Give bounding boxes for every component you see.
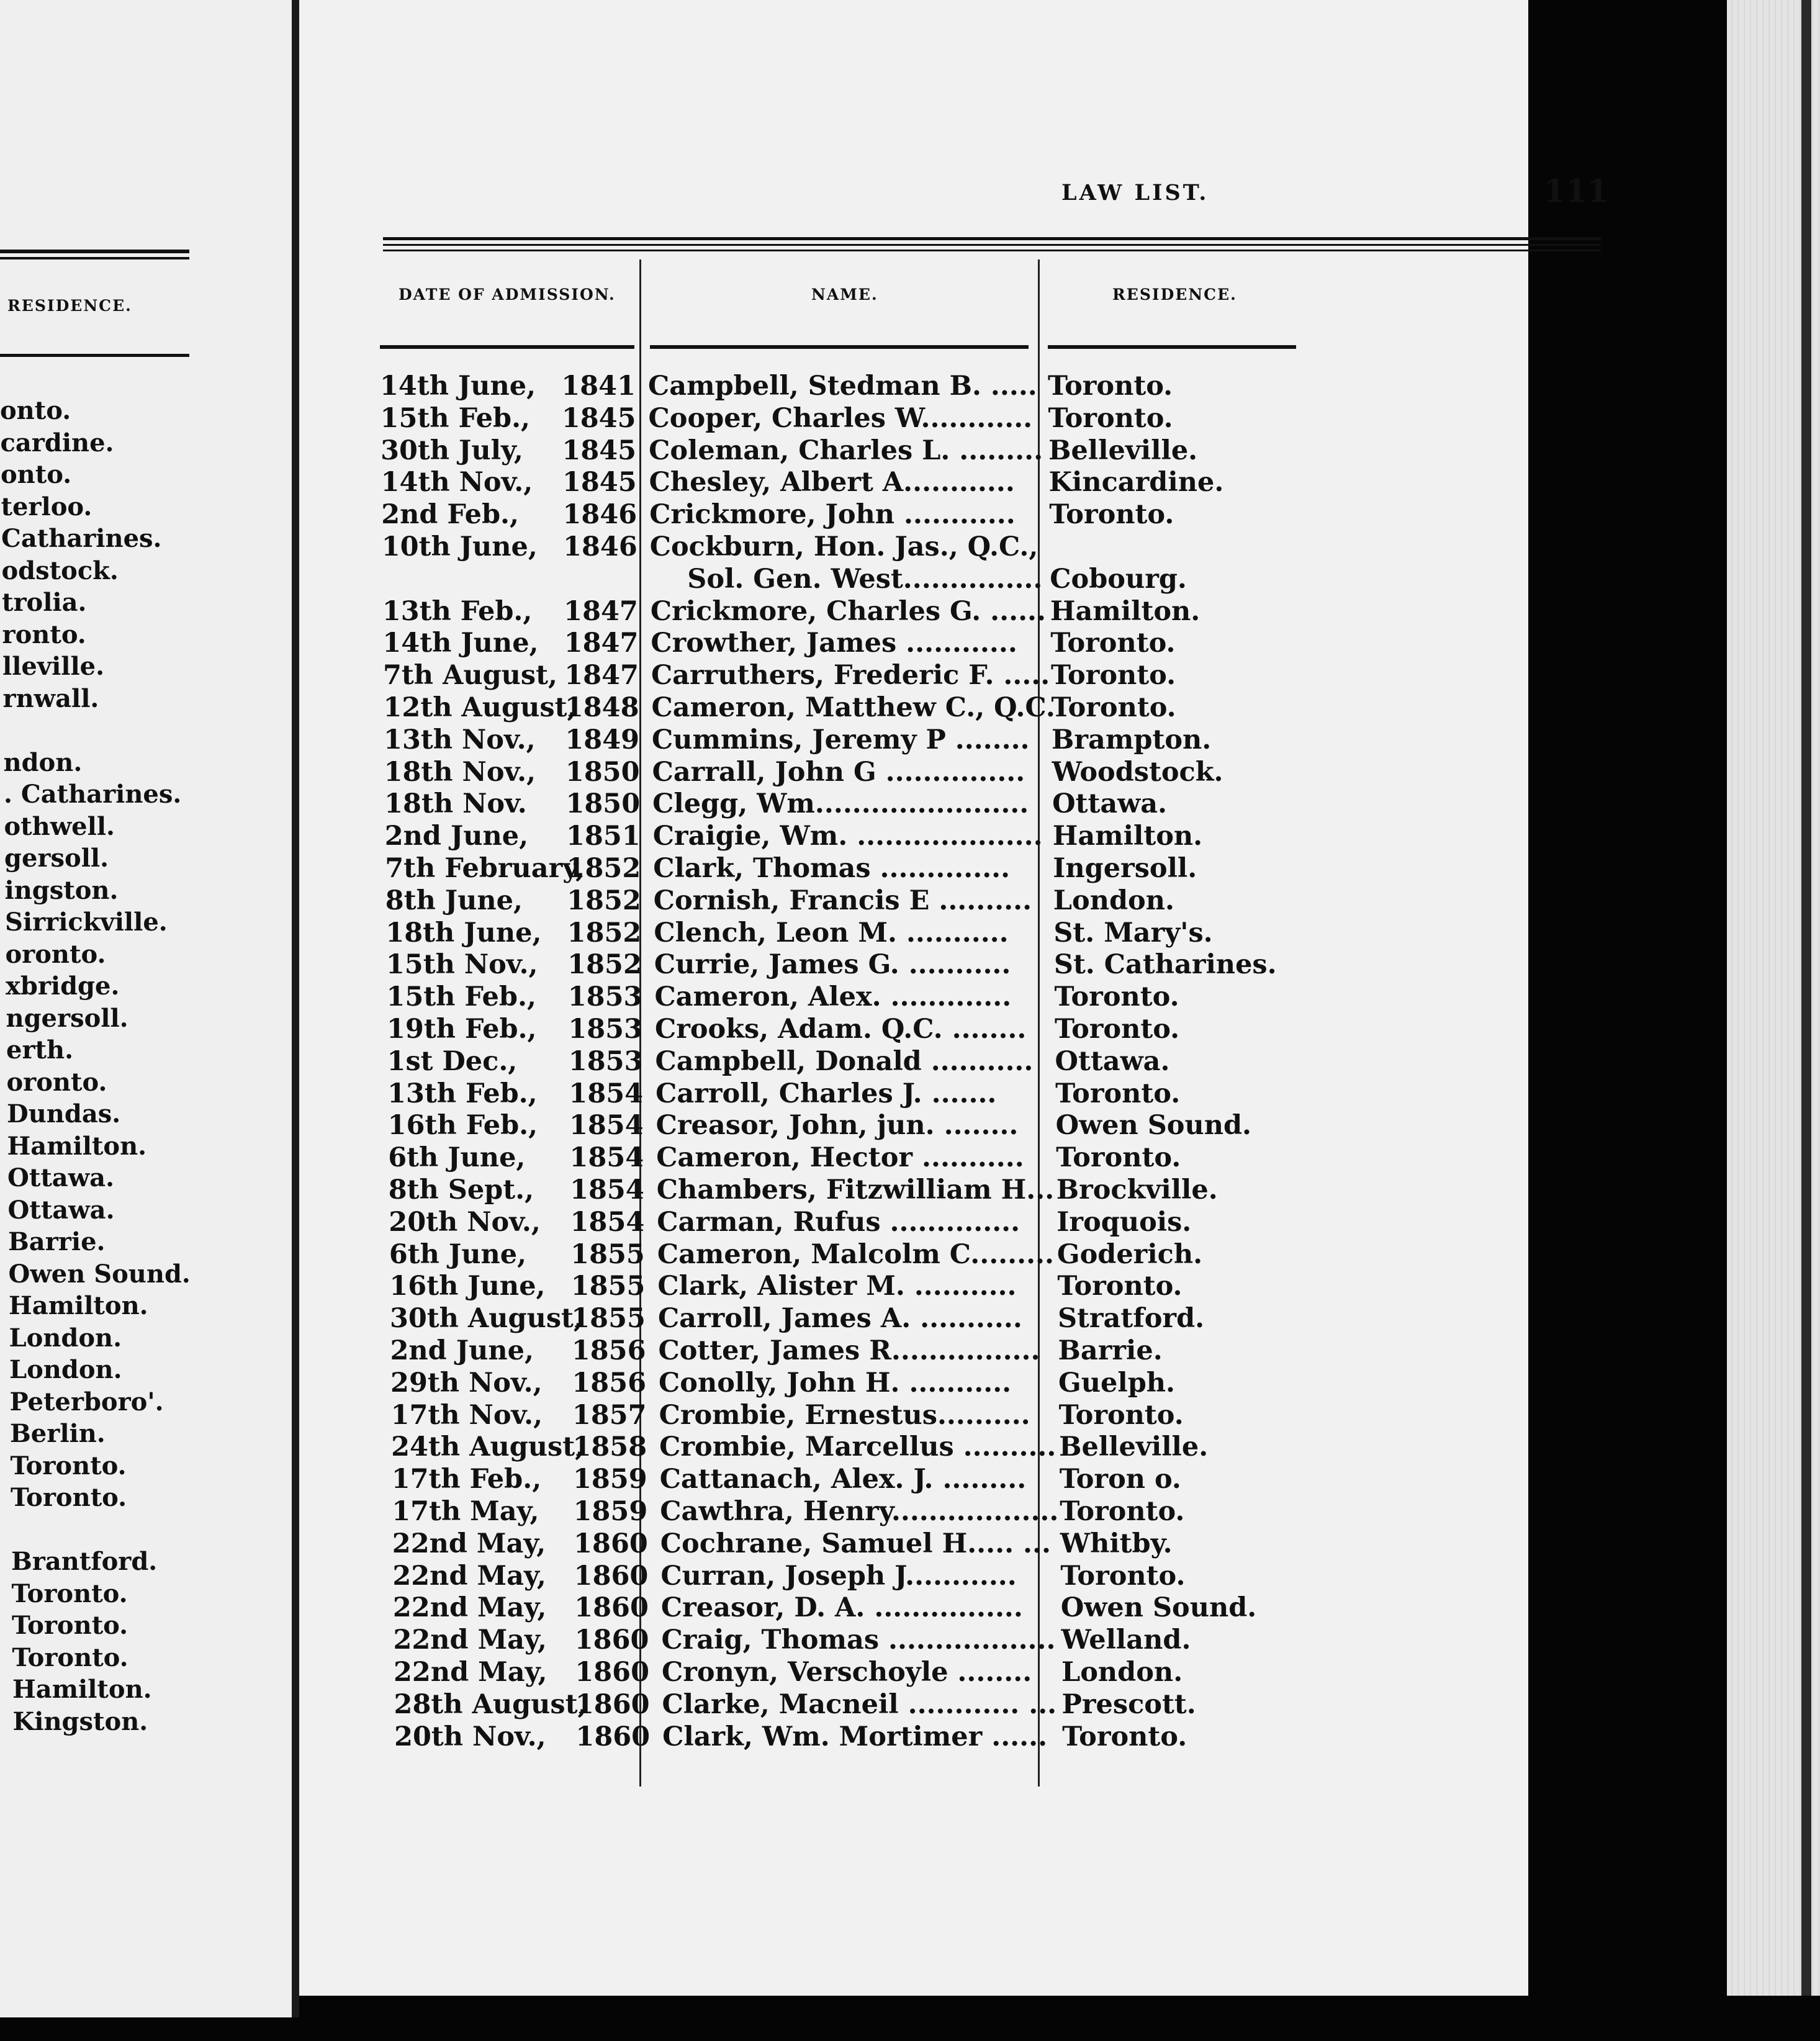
- residence-header-rule: [1048, 345, 1296, 349]
- row-year: 1854: [570, 1174, 644, 1205]
- row-date: 16th Feb.,: [387, 1110, 538, 1142]
- top-rule-thick: [383, 237, 1601, 240]
- row-year: 1860: [574, 1624, 649, 1656]
- left-residence-item: Owen Sound.: [8, 1259, 191, 1289]
- left-residence-item: xbridge.: [6, 971, 120, 1001]
- row-date: 1st Dec.,: [387, 1045, 518, 1077]
- left-residence-item: London.: [9, 1323, 122, 1353]
- row-date: 18th Nov.: [384, 788, 527, 820]
- row-year: 1854: [569, 1142, 644, 1174]
- left-residence-item: oronto.: [5, 939, 106, 969]
- row-name: Clarke, Macneil ............ ...: [662, 1688, 1057, 1720]
- row-residence: Toron o.: [1059, 1464, 1181, 1495]
- row-name: Cornish, Francis E ..........: [653, 885, 1032, 916]
- row-name: Clench, Leon M. ...........: [654, 917, 1009, 948]
- row-name: Clark, Alister M. ...........: [657, 1271, 1017, 1302]
- row-year: 1850: [565, 788, 641, 820]
- row-name: Creasor, D. A. ................: [660, 1592, 1023, 1624]
- left-residence-item: erth.: [6, 1035, 74, 1065]
- row-name: Crombie, Ernestus..........: [659, 1399, 1030, 1431]
- row-name: Crickmore, John ............: [649, 499, 1016, 531]
- left-residence-item: . Catharines.: [4, 780, 182, 809]
- row-date: 29th Nov.,: [390, 1367, 543, 1399]
- row-year: 1852: [567, 949, 642, 981]
- left-residence-item: Toronto.: [11, 1579, 128, 1608]
- left-residence-item: Ottawa.: [7, 1195, 115, 1225]
- row-residence: Toronto.: [1058, 1399, 1184, 1431]
- row-name: Craigie, Wm. ....................: [652, 821, 1043, 852]
- left-residence-item: gersoll.: [4, 844, 109, 873]
- row-date: 15th Feb.,: [380, 402, 531, 434]
- row-date: 14th June,: [380, 371, 536, 402]
- row-name: Cronyn, Verschoyle ........: [662, 1657, 1032, 1688]
- row-date: 13th Feb.,: [387, 1078, 538, 1109]
- row-name: Curran, Joseph J............: [660, 1560, 1017, 1592]
- row-date: 6th June,: [388, 1142, 526, 1174]
- row-name: Creasor, John, jun. ........: [655, 1110, 1019, 1142]
- row-residence: Toronto.: [1048, 402, 1173, 434]
- row-year: 1851: [566, 821, 641, 852]
- row-date: 13th Nov.,: [384, 724, 536, 755]
- left-facing-page: [0, 0, 294, 2017]
- row-date: 22nd May,: [392, 1592, 547, 1624]
- row-name: Crickmore, Charles G. ......: [650, 595, 1046, 627]
- row-date: 20th Nov.,: [389, 1206, 541, 1238]
- date-header-rule: [380, 345, 634, 349]
- row-residence: Toronto.: [1056, 1142, 1181, 1174]
- row-date: 20th Nov.,: [394, 1721, 546, 1752]
- row-name: Carman, Rufus ..............: [657, 1206, 1020, 1238]
- row-year: 1852: [566, 853, 641, 884]
- row-residence: St. Mary's.: [1053, 917, 1213, 948]
- left-residence-item: London.: [9, 1355, 122, 1384]
- row-residence: Prescott.: [1061, 1688, 1196, 1720]
- running-head: LAW LIST.: [1061, 180, 1209, 205]
- row-residence: Owen Sound.: [1055, 1110, 1252, 1142]
- row-name: Crooks, Adam. Q.C. ........: [655, 1014, 1027, 1045]
- left-residence-item: trolia.: [2, 588, 87, 617]
- row-residence: Ingersoll.: [1053, 853, 1197, 884]
- page-edge-shadow: [1801, 0, 1811, 1996]
- row-year: 1860: [574, 1528, 648, 1559]
- row-year: 1850: [565, 756, 640, 788]
- row-date: 2nd June,: [390, 1335, 534, 1366]
- row-name: Cawthra, Henry..................: [660, 1496, 1059, 1527]
- row-year: 1847: [564, 628, 639, 659]
- left-residence-item: Toronto.: [12, 1611, 128, 1640]
- column-header-residence: RESIDENCE.: [1112, 286, 1237, 304]
- left-top-rule-thin: [0, 257, 189, 259]
- left-residence-item: cardine.: [0, 428, 114, 457]
- row-year: 1854: [569, 1078, 644, 1109]
- row-residence: Brampton.: [1052, 724, 1212, 755]
- row-residence: Woodstock.: [1052, 756, 1223, 788]
- left-residence-item: oronto.: [6, 1067, 107, 1097]
- row-residence: Brockville.: [1056, 1174, 1218, 1205]
- left-residence-item: ngersoll.: [6, 1003, 128, 1033]
- row-year: 1860: [574, 1560, 649, 1592]
- row-residence: Toronto.: [1049, 499, 1174, 531]
- row-name: Clegg, Wm.......................: [652, 788, 1029, 820]
- left-residence-item: Toronto.: [12, 1642, 128, 1672]
- row-residence: Owen Sound.: [1060, 1592, 1257, 1624]
- left-residence-item: Hamilton.: [12, 1675, 152, 1704]
- row-date: 8th June,: [385, 885, 523, 916]
- row-year: 1855: [570, 1238, 645, 1270]
- row-year: 1860: [575, 1721, 651, 1752]
- row-name: Cummins, Jeremy P ........: [652, 724, 1030, 755]
- row-year: 1858: [572, 1431, 647, 1463]
- row-year: 1854: [569, 1110, 644, 1142]
- row-date: 10th June,: [381, 531, 538, 562]
- row-date: 15th Feb.,: [386, 981, 536, 1013]
- row-residence: Toronto.: [1050, 660, 1176, 692]
- row-name: Chambers, Fitzwilliam H...: [656, 1174, 1055, 1205]
- row-date: 12th August,: [383, 692, 577, 723]
- row-date: 7th August,: [382, 660, 557, 692]
- left-header-rule: [0, 354, 189, 357]
- row-residence: Toronto.: [1057, 1271, 1183, 1302]
- left-residence-item: Hamilton.: [7, 1131, 147, 1161]
- row-residence: Toronto.: [1055, 1014, 1180, 1045]
- row-date: 30th August,: [389, 1303, 583, 1335]
- row-date: 8th Sept.,: [388, 1174, 534, 1205]
- left-residence-item: terloo.: [1, 492, 92, 521]
- row-residence: Barrie.: [1058, 1335, 1163, 1366]
- row-residence: Stratford.: [1057, 1303, 1205, 1335]
- left-residence-item: lleville.: [2, 652, 105, 681]
- row-date: 17th May,: [392, 1496, 539, 1527]
- row-residence: Toronto.: [1060, 1496, 1185, 1527]
- row-date: 30th July,: [381, 435, 523, 466]
- row-year: 1849: [565, 724, 640, 755]
- row-residence: Hamilton.: [1050, 595, 1201, 627]
- row-name: Carroll, Charles J. .......: [655, 1078, 997, 1109]
- row-date: 16th June,: [389, 1271, 546, 1302]
- row-year: 1853: [567, 981, 642, 1013]
- top-rule-thin: [383, 250, 1601, 251]
- row-date: 7th February,: [385, 853, 585, 884]
- page-number: 111: [1544, 173, 1609, 209]
- row-name: Carruthers, Frederic F. .....: [651, 660, 1050, 692]
- left-residence-item: Dundas.: [7, 1099, 121, 1129]
- page-edges: [1727, 0, 1820, 1996]
- row-date: 6th June,: [389, 1238, 527, 1270]
- row-year: 1860: [575, 1657, 649, 1688]
- row-residence: Toronto.: [1054, 981, 1179, 1013]
- row-year: 1847: [564, 660, 639, 692]
- row-name: Coleman, Charles L. .........: [649, 435, 1043, 466]
- row-residence: Welland.: [1061, 1624, 1191, 1656]
- row-year: 1857: [572, 1399, 647, 1431]
- row-residence: Cobourg.: [1050, 563, 1187, 595]
- row-name: Cattanach, Alex. J. .........: [659, 1464, 1027, 1495]
- row-date: 18th Nov.,: [384, 756, 536, 788]
- row-date: 17th Nov.,: [390, 1399, 543, 1431]
- left-residence-item: onto.: [1, 460, 72, 489]
- row-name: Craig, Thomas ..................: [661, 1624, 1056, 1656]
- row-date: 22nd May,: [394, 1657, 547, 1688]
- row-name: Cochrane, Samuel H..... ...: [660, 1528, 1051, 1559]
- row-residence: Ottawa.: [1055, 1045, 1170, 1077]
- row-date: 17th Feb.,: [391, 1464, 542, 1495]
- row-year: 1854: [570, 1206, 645, 1238]
- row-year: 1852: [567, 885, 641, 916]
- top-rule-mid: [383, 244, 1601, 246]
- left-residence-item: Kingston.: [12, 1706, 148, 1736]
- row-name: Clark, Wm. Mortimer ......: [662, 1721, 1048, 1752]
- row-name: Clark, Thomas ..............: [653, 853, 1011, 884]
- left-residence-item: Catharines.: [1, 524, 162, 553]
- row-date: 22nd May,: [393, 1624, 547, 1656]
- row-year: 1845: [562, 467, 637, 498]
- row-residence: St. Catharines.: [1053, 949, 1277, 981]
- row-name: Cooper, Charles W............: [648, 402, 1033, 434]
- left-column-header: RESIDENCE.: [7, 297, 132, 315]
- row-year: 1848: [564, 692, 639, 723]
- row-residence: Goderich.: [1056, 1238, 1203, 1270]
- row-year: 1845: [562, 435, 637, 466]
- row-residence: Ottawa.: [1052, 788, 1168, 820]
- row-name: Cameron, Hector ...........: [656, 1142, 1024, 1174]
- row-year: 1846: [562, 499, 637, 531]
- left-residence-item: ingston.: [4, 875, 119, 905]
- left-residence-item: Ottawa.: [7, 1163, 114, 1192]
- row-year: 1846: [563, 531, 637, 562]
- row-name: Campbell, Donald ...........: [655, 1045, 1034, 1077]
- row-residence: Guelph.: [1058, 1367, 1176, 1399]
- left-residence-item: Peterboro'.: [9, 1387, 164, 1417]
- row-year: 1860: [574, 1592, 649, 1624]
- row-residence: Toronto.: [1050, 628, 1176, 659]
- row-date: 2nd Feb.,: [381, 499, 519, 531]
- row-year: 1853: [568, 1014, 642, 1045]
- left-residence-item: rnwall.: [2, 683, 99, 713]
- row-residence: Belleville.: [1059, 1431, 1209, 1463]
- left-top-rule: [0, 250, 189, 253]
- row-residence: Toronto.: [1062, 1721, 1187, 1752]
- row-name: Carroll, James A. ...........: [657, 1303, 1022, 1335]
- row-date: 14th Nov.,: [381, 467, 533, 498]
- left-residence-item: Toronto.: [10, 1451, 127, 1480]
- column-header-name: NAME.: [811, 286, 878, 304]
- left-residence-item: odstock.: [1, 556, 119, 585]
- row-name: Cameron, Malcolm C.........: [657, 1238, 1054, 1270]
- row-residence: Toronto.: [1055, 1078, 1181, 1109]
- row-date: 22nd May,: [392, 1528, 546, 1559]
- left-residence-item: Barrie.: [8, 1227, 106, 1256]
- row-residence: Belleville.: [1048, 435, 1198, 466]
- left-residence-item: onto.: [0, 396, 71, 425]
- left-residence-item: ndon.: [3, 747, 83, 777]
- row-name: Carrall, John G ...............: [652, 756, 1025, 788]
- row-name: Crowther, James ............: [651, 628, 1017, 659]
- row-date: 2nd June,: [384, 821, 529, 852]
- row-year: 1841: [561, 371, 636, 402]
- row-date: 13th Feb.,: [382, 595, 533, 627]
- row-name: Cockburn, Hon. Jas., Q.C.,: [649, 531, 1038, 562]
- row-name: Chesley, Albert A............: [649, 467, 1015, 498]
- row-name: Sol. Gen. West...............: [687, 563, 1043, 595]
- row-year: 1855: [571, 1303, 646, 1335]
- row-date: 24th August,: [391, 1431, 585, 1463]
- left-residence-item: Sirrickville.: [5, 908, 168, 937]
- left-residence-item: Berlin.: [10, 1419, 106, 1448]
- row-year: 1847: [564, 595, 638, 627]
- row-year: 1860: [575, 1688, 650, 1720]
- row-name: Campbell, Stedman B. .....: [648, 371, 1037, 402]
- row-residence: Toronto.: [1051, 692, 1176, 723]
- column-header-date: DATE OF ADMISSION.: [399, 286, 616, 304]
- row-residence: London.: [1061, 1657, 1183, 1688]
- row-name: Cotter, James R................: [658, 1335, 1040, 1366]
- row-name: Conolly, John H. ...........: [659, 1367, 1012, 1399]
- row-residence: Whitby.: [1060, 1528, 1173, 1559]
- row-date: 18th June,: [385, 917, 542, 948]
- row-residence: Hamilton.: [1052, 821, 1203, 852]
- row-year: 1856: [572, 1367, 647, 1399]
- row-date: 14th June,: [382, 628, 539, 659]
- row-year: 1859: [573, 1464, 647, 1495]
- left-residence-item: Brantford.: [11, 1547, 158, 1576]
- row-residence: Toronto.: [1048, 371, 1173, 402]
- left-residence-item: Toronto.: [11, 1483, 127, 1512]
- left-residence-item: othwell.: [4, 811, 115, 841]
- row-name: Cameron, Matthew C., Q.C.: [651, 692, 1055, 723]
- row-year: 1855: [570, 1271, 646, 1302]
- row-year: 1856: [571, 1335, 646, 1366]
- row-year: 1845: [561, 402, 636, 434]
- row-date: 28th August,: [394, 1688, 587, 1720]
- row-residence: London.: [1053, 885, 1174, 916]
- right-page: [299, 0, 1609, 1996]
- row-residence: Iroquois.: [1056, 1206, 1192, 1238]
- row-year: 1853: [568, 1045, 643, 1077]
- row-year: 1852: [567, 917, 642, 948]
- row-residence: Kincardine.: [1048, 467, 1224, 498]
- row-name: Cameron, Alex. .............: [654, 981, 1012, 1013]
- left-residence-item: Hamilton.: [9, 1291, 148, 1320]
- row-name: Currie, James G. ...........: [654, 949, 1011, 981]
- row-date: 19th Feb.,: [387, 1014, 537, 1045]
- row-residence: Toronto.: [1060, 1560, 1186, 1592]
- left-residence-item: ronto.: [2, 620, 86, 649]
- name-header-rule: [650, 345, 1029, 349]
- row-name: Crombie, Marcellus ..........: [659, 1431, 1056, 1463]
- page-gutter: [292, 0, 299, 2017]
- row-date: 15th Nov.,: [385, 949, 538, 981]
- row-year: 1859: [573, 1496, 648, 1527]
- row-date: 22nd May,: [392, 1560, 546, 1592]
